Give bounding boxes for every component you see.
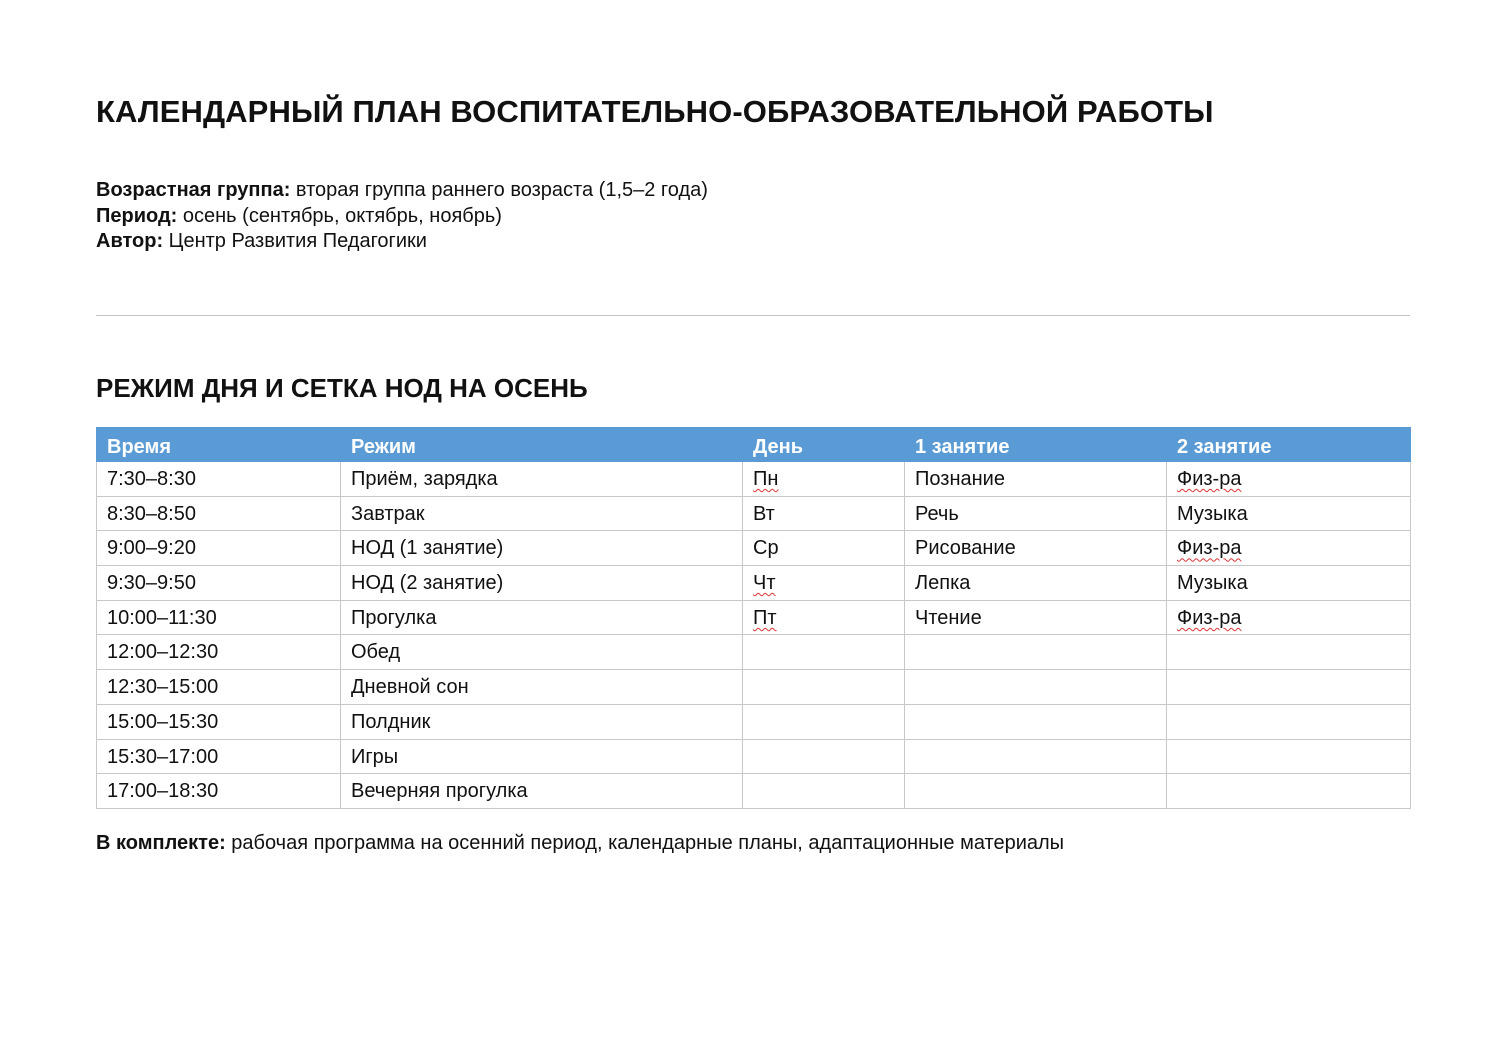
meta-age-group-label: Возрастная группа: xyxy=(96,179,291,201)
horizontal-divider xyxy=(96,315,1410,316)
kit-contents-label: В комплекте: xyxy=(96,832,226,854)
cell-time: 12:30–15:00 xyxy=(97,670,341,705)
cell-routine: Обед xyxy=(341,635,743,670)
table-row xyxy=(97,739,1411,774)
cell-lesson-2: Музыка xyxy=(1167,496,1411,531)
cell-lesson-2 xyxy=(1167,531,1411,566)
table-row xyxy=(97,462,1411,497)
table-row xyxy=(97,774,1411,809)
cell-time: 12:00–12:30 xyxy=(97,635,341,670)
meta-period-label: Период: xyxy=(96,204,178,227)
cell-time: 7:30–8:30 xyxy=(97,462,341,497)
cell-time: 10:00–11:30 xyxy=(97,600,341,635)
table-row xyxy=(97,635,1411,670)
meta-author-label: Автор: xyxy=(96,230,164,252)
cell-day xyxy=(743,566,905,601)
cell-lesson-2-text: Физ-ра xyxy=(1177,537,1242,560)
cell-lesson-1: Чтение xyxy=(905,600,1167,635)
cell-day xyxy=(743,462,905,497)
cell-day xyxy=(743,635,905,670)
cell-lesson-1: Познание xyxy=(905,462,1167,497)
cell-time: 8:30–8:50 xyxy=(97,496,341,531)
cell-routine: Завтрак xyxy=(341,496,743,531)
cell-lesson-1: Речь xyxy=(905,496,1167,531)
cell-lesson-2 xyxy=(1167,670,1411,705)
meta-age-group-value: вторая группа раннего возраста (1,5–2 года) xyxy=(290,179,708,201)
cell-routine: Дневной сон xyxy=(341,670,743,705)
meta-period xyxy=(96,204,708,230)
cell-time: 15:30–17:00 xyxy=(97,739,341,774)
cell-lesson-2 xyxy=(1167,704,1411,739)
cell-lesson-2 xyxy=(1167,774,1411,809)
cell-lesson-1: Рисование xyxy=(905,531,1167,566)
meta-age-group xyxy=(96,178,708,204)
cell-time: 17:00–18:30 xyxy=(97,774,341,809)
cell-time: 9:30–9:50 xyxy=(97,566,341,601)
cell-routine: Полдник xyxy=(341,704,743,739)
cell-lesson-2 xyxy=(1167,739,1411,774)
page-title: КАЛЕНДАРНЫЙ ПЛАН ВОСПИТАТЕЛЬНО-ОБРАЗОВАТЕЛЬНОЙ РАБОТЫ xyxy=(96,94,1214,129)
table-row xyxy=(97,670,1411,705)
cell-lesson-2-text: Физ-ра xyxy=(1177,606,1242,629)
cell-day: Вт xyxy=(743,496,905,531)
cell-day-text: Пт xyxy=(753,606,777,629)
header-lesson-1: 1 занятие xyxy=(905,428,1167,462)
cell-lesson-1 xyxy=(905,670,1167,705)
cell-lesson-1 xyxy=(905,774,1167,809)
cell-lesson-2 xyxy=(1167,462,1411,497)
header-routine: Режим xyxy=(341,428,743,462)
cell-routine: Приём, зарядка xyxy=(341,462,743,497)
meta-author xyxy=(96,229,708,255)
cell-routine: Игры xyxy=(341,739,743,774)
cell-lesson-2 xyxy=(1167,635,1411,670)
cell-lesson-1 xyxy=(905,739,1167,774)
table-header-row xyxy=(97,428,1411,462)
schedule-table xyxy=(96,427,1411,809)
table-row xyxy=(97,531,1411,566)
table-row xyxy=(97,704,1411,739)
cell-routine: НОД (1 занятие) xyxy=(341,531,743,566)
table-row xyxy=(97,496,1411,531)
cell-routine: НОД (2 занятие) xyxy=(341,566,743,601)
table-row xyxy=(97,600,1411,635)
cell-day: Ср xyxy=(743,531,905,566)
kit-contents-note xyxy=(96,832,1064,855)
cell-routine: Вечерняя прогулка xyxy=(341,774,743,809)
cell-lesson-2 xyxy=(1167,600,1411,635)
document-meta xyxy=(96,178,708,255)
cell-lesson-1: Лепка xyxy=(905,566,1167,601)
cell-lesson-1 xyxy=(905,704,1167,739)
cell-day xyxy=(743,774,905,809)
meta-author-value: Центр Развития Педагогики xyxy=(163,230,427,252)
table-row xyxy=(97,566,1411,601)
cell-time: 15:00–15:30 xyxy=(97,704,341,739)
kit-contents-text: рабочая программа на осенний период, календарные планы, адаптационные материалы xyxy=(225,832,1065,854)
cell-lesson-2: Музыка xyxy=(1167,566,1411,601)
cell-day-text: Чт xyxy=(753,572,776,595)
meta-period-value: осень (сентябрь, октябрь, ноябрь) xyxy=(177,204,502,227)
cell-lesson-1 xyxy=(905,635,1167,670)
header-lesson-2: 2 занятие xyxy=(1167,428,1411,462)
cell-time: 9:00–9:20 xyxy=(97,531,341,566)
cell-day-text: Пн xyxy=(753,468,779,490)
cell-lesson-2-text: Физ-ра xyxy=(1177,468,1242,490)
header-day: День xyxy=(743,428,905,462)
cell-day xyxy=(743,670,905,705)
cell-day xyxy=(743,739,905,774)
cell-day xyxy=(743,704,905,739)
cell-routine: Прогулка xyxy=(341,600,743,635)
cell-day xyxy=(743,600,905,635)
section-title: РЕЖИМ ДНЯ И СЕТКА НОД НА ОСЕНЬ xyxy=(96,373,588,403)
header-time: Время xyxy=(97,428,341,462)
